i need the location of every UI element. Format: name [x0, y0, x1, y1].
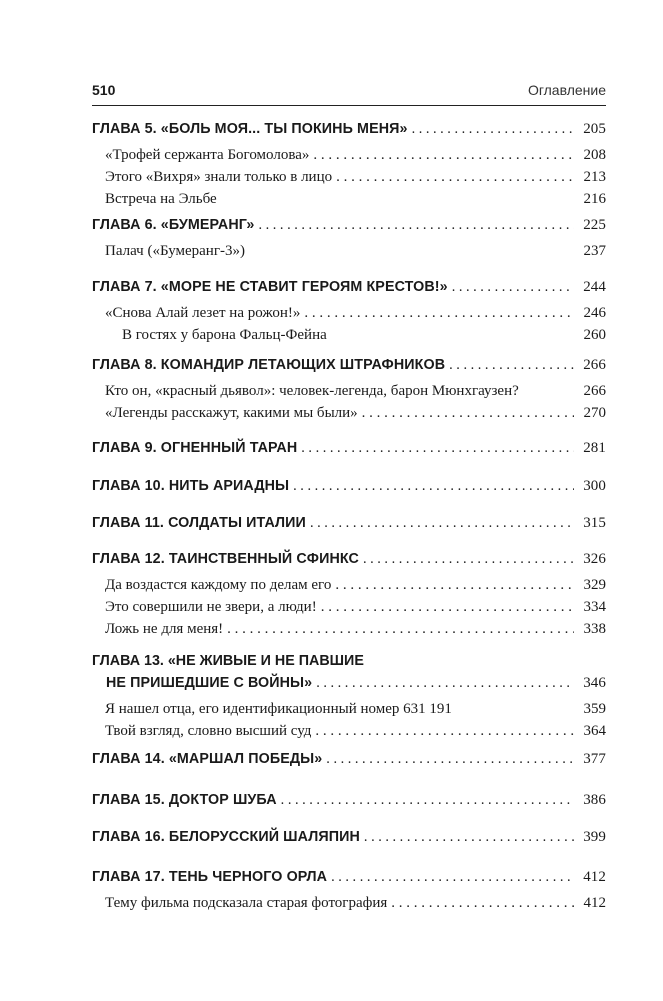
page-ref: 334	[583, 599, 606, 615]
toc-entry[interactable]	[92, 596, 606, 618]
header-rule	[92, 105, 606, 106]
toc-entry-chapter[interactable]	[92, 354, 606, 376]
page-ref: 300	[583, 478, 606, 494]
toc-entry[interactable]	[92, 402, 606, 424]
section-title: Ложь не для меня!	[105, 621, 224, 637]
toc-chapter-11	[92, 512, 606, 534]
page-ref: 246	[583, 305, 606, 321]
toc-chapter-6	[92, 214, 606, 262]
page-ref: 260	[583, 327, 606, 343]
page-ref: 412	[583, 869, 606, 885]
dot-leader	[258, 214, 574, 236]
page-ref: 329	[583, 577, 606, 593]
dot-leader	[362, 402, 574, 424]
page-number: 510	[92, 82, 116, 98]
dot-leader	[304, 302, 574, 324]
toc-entry-chapter[interactable]	[92, 866, 606, 888]
page-ref: 315	[583, 515, 606, 531]
page-ref: 364	[583, 723, 606, 739]
chapter-title-line-1[interactable]: ГЛАВА 13. «НЕ ЖИВЫЕ И НЕ ПАВШИЕ	[92, 653, 364, 669]
section-title: Я нашел отца, его идентификационный номер 631 191	[105, 701, 452, 717]
toc-chapter-5	[92, 118, 606, 210]
toc-entry-chapter[interactable]	[92, 672, 606, 694]
dot-leader	[321, 596, 574, 618]
toc-entry-chapter[interactable]	[92, 826, 606, 848]
dot-leader	[313, 144, 574, 166]
chapter-title: ГЛАВА 9. ОГНЕННЫЙ ТАРАН	[92, 440, 298, 456]
page-ref: 213	[583, 169, 606, 185]
page-ref: 205	[583, 121, 606, 137]
toc-entry[interactable]	[92, 144, 606, 166]
toc-entry-chapter[interactable]	[92, 276, 606, 298]
toc-chapter-13	[92, 650, 606, 742]
page-ref: 359	[583, 701, 606, 717]
toc-entry-chapter[interactable]	[92, 437, 606, 459]
toc-chapter-9	[92, 437, 606, 459]
section-title: «Трофей сержанта Богомолова»	[105, 147, 310, 163]
section-title: «Легенды расскажут, какими мы были»	[105, 405, 358, 421]
page-ref: 326	[583, 551, 606, 567]
dot-leader	[364, 826, 574, 848]
chapter-title: ГЛАВА 7. «МОРЕ НЕ СТАВИТ ГЕРОЯМ КРЕСТОВ!»	[92, 279, 448, 295]
page-ref: 377	[583, 751, 606, 767]
page-ref: 412	[583, 895, 606, 911]
page-ref: 270	[583, 405, 606, 421]
chapter-title: ГЛАВА 8. КОМАНДИР ЛЕТАЮЩИХ ШТРАФНИКОВ	[92, 357, 446, 373]
chapter-title: ГЛАВА 10. НИТЬ АРИАДНЫ	[92, 478, 290, 494]
chapter-title: ГЛАВА 11. СОЛДАТЫ ИТАЛИИ	[92, 515, 306, 531]
chapter-title: ГЛАВА 12. ТАИНСТВЕННЫЙ СФИНКС	[92, 551, 359, 567]
toc-entry[interactable]	[92, 618, 606, 640]
chapter-title: ГЛАВА 17. ТЕНЬ ЧЕРНОГО ОРЛА	[92, 869, 328, 885]
toc-entry[interactable]	[92, 574, 606, 596]
page-ref: 208	[583, 147, 606, 163]
dot-leader	[336, 166, 574, 188]
page-ref: 244	[583, 279, 606, 295]
dot-leader	[331, 866, 574, 888]
toc-entry[interactable]	[92, 698, 606, 720]
toc-entry[interactable]	[92, 380, 606, 402]
toc-entry[interactable]	[92, 324, 606, 346]
toc-entry[interactable]	[92, 240, 606, 262]
toc-entry[interactable]	[92, 892, 606, 914]
dot-leader	[363, 548, 574, 570]
toc-chapter-7	[92, 276, 606, 346]
section-title: Палач («Бумеранг-3»)	[105, 243, 245, 259]
dot-leader	[315, 720, 574, 742]
dot-leader	[227, 618, 574, 640]
toc-entry[interactable]	[92, 720, 606, 742]
toc-entry-chapter[interactable]	[92, 748, 606, 770]
section-title: «Снова Алай лезет на рожон!»	[105, 305, 301, 321]
dot-leader	[316, 672, 574, 694]
toc-entry-chapter[interactable]	[92, 214, 606, 236]
dot-leader	[452, 276, 574, 298]
toc-entry-chapter[interactable]	[92, 548, 606, 570]
dot-leader	[412, 118, 574, 140]
running-title: Оглавление	[527, 82, 606, 98]
toc-chapter-8	[92, 354, 606, 424]
dot-leader	[301, 437, 574, 459]
toc-entry[interactable]	[92, 188, 606, 210]
section-title: В гостях у барона Фальц-Фейна	[122, 327, 327, 343]
chapter-title-line-2: НЕ ПРИШЕДШИЕ С ВОЙНЫ»	[106, 675, 313, 691]
page-ref: 386	[583, 792, 606, 808]
page-ref: 216	[583, 191, 606, 207]
toc-chapter-10	[92, 475, 606, 497]
toc-entry-chapter[interactable]	[92, 118, 606, 140]
toc-entry-chapter[interactable]	[92, 475, 606, 497]
toc-entry[interactable]	[92, 302, 606, 324]
chapter-title: ГЛАВА 5. «БОЛЬ МОЯ... ТЫ ПОКИНЬ МЕНЯ»	[92, 121, 408, 137]
chapter-title: ГЛАВА 16. БЕЛОРУССКИЙ ШАЛЯПИН	[92, 829, 360, 845]
chapter-title: ГЛАВА 14. «МАРШАЛ ПОБЕДЫ»	[92, 751, 323, 767]
dot-leader	[326, 748, 574, 770]
section-title: Кто он, «красный дьявол»: человек-легенда, барон Мюнхгаузен?	[105, 383, 519, 399]
dot-leader	[449, 354, 574, 376]
section-title: Встреча на Эльбе	[105, 191, 217, 207]
toc-chapter-15	[92, 789, 606, 811]
dot-leader	[293, 475, 574, 497]
toc-entry-chapter[interactable]	[92, 512, 606, 534]
toc-chapter-14	[92, 748, 606, 770]
toc-chapter-12	[92, 548, 606, 640]
section-title: Да воздастся каждому по делам его	[105, 577, 332, 593]
page-header	[92, 82, 606, 102]
page-ref: 266	[583, 357, 606, 373]
dot-leader	[335, 574, 574, 596]
section-title: Тему фильма подсказала старая фотография	[105, 895, 388, 911]
page-ref: 281	[583, 440, 606, 456]
page-ref: 237	[583, 243, 606, 259]
dot-leader	[281, 789, 574, 811]
page-ref: 346	[583, 675, 606, 691]
page-ref: 266	[583, 383, 606, 399]
page-ref: 225	[583, 217, 606, 233]
chapter-title: ГЛАВА 15. ДОКТОР ШУБА	[92, 792, 277, 808]
page-ref: 338	[583, 621, 606, 637]
dot-leader	[391, 892, 574, 914]
chapter-title: ГЛАВА 6. «БУМЕРАНГ»	[92, 217, 255, 233]
toc-chapter-16	[92, 826, 606, 848]
section-title: Твой взгляд, словно высший суд	[105, 723, 312, 739]
dot-leader	[310, 512, 574, 534]
section-title: Это совершили не звери, а люди!	[105, 599, 317, 615]
section-title: Этого «Вихря» знали только в лицо	[105, 169, 333, 185]
toc-entry-chapter[interactable]	[92, 789, 606, 811]
toc-chapter-17	[92, 866, 606, 914]
toc-entry[interactable]	[92, 166, 606, 188]
page-ref: 399	[583, 829, 606, 845]
